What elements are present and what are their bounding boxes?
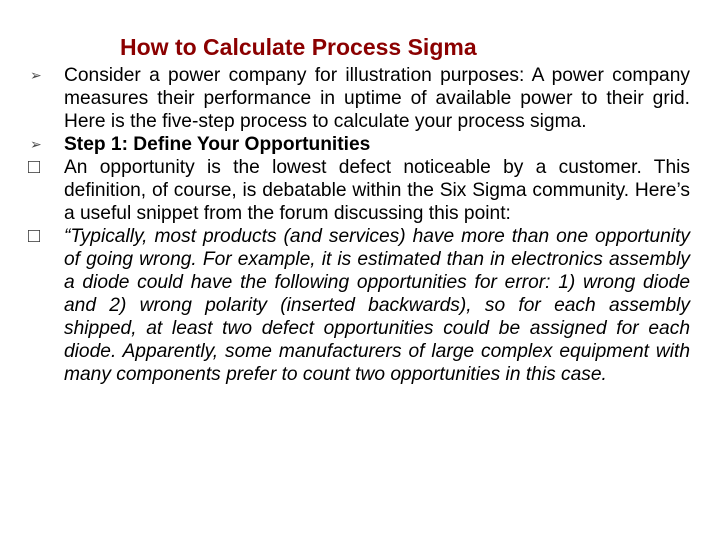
bullet-item	[28, 64, 690, 133]
box-bullet-icon: □	[28, 156, 41, 178]
bullet-text: An opportunity is the lowest defect noticeable by a customer. This definition, of course, is debatable within the Six Sigma community. Here’s a useful snippet from the forum discussing this point:	[64, 157, 690, 224]
bullet-item	[28, 133, 690, 156]
slide-body	[28, 64, 690, 386]
bullet-item	[28, 156, 690, 225]
slide-title: How to Calculate Process Sigma	[120, 34, 477, 60]
bullet-item	[28, 225, 690, 386]
bullet-text: Consider a power company for illustration purposes: A power company measures their performance in uptime of available power to their grid. Here is the five-step process to calculate your process sigma.	[64, 65, 690, 132]
arrow-bullet-icon: ➢	[30, 136, 42, 152]
arrow-bullet-icon: ➢	[30, 67, 42, 83]
step-heading: Step 1: Define Your Opportunities	[64, 134, 371, 155]
box-bullet-icon: □	[28, 225, 41, 247]
quote-text: “Typically, most products (and services) have more than one opportunity of going wrong. For example, it is estimated than in electronics assembly a diode could have the following opportunities for error: 1) wrong diode and 2) wrong polarity (inserted backwards), so for each assembly shipped, at least two defect opportunities could be assigned for each diode. Apparently, some manufacturers of large complex equipment with many components prefer to count two opportunities in this case.	[64, 226, 690, 385]
